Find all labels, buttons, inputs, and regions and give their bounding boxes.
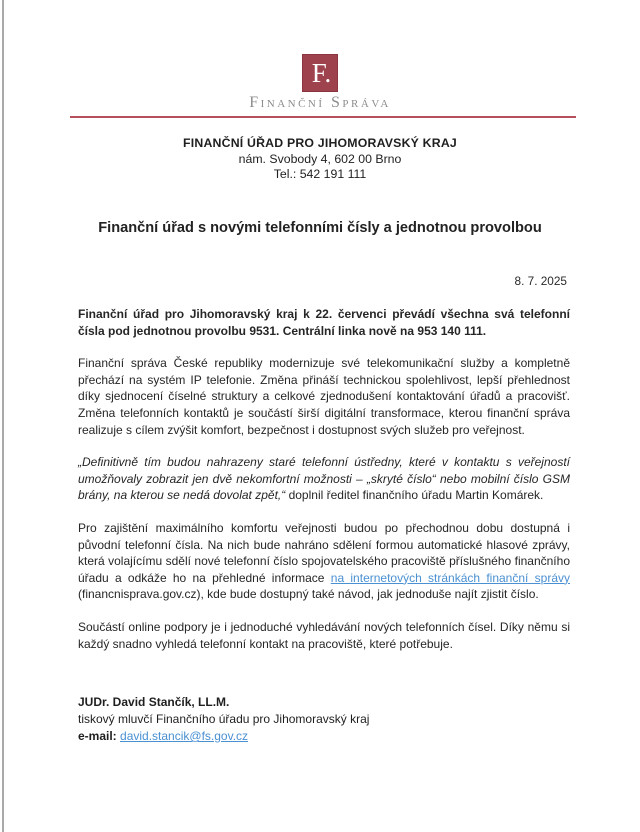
office-phone: Tel.: 542 191 111 bbox=[273, 167, 367, 181]
logo-letter: F. bbox=[311, 57, 332, 88]
paragraph-transition-text: Pro zajištění maximálního komfortu veřejnosti budou po přechodnou dobu dostupná i původní telefonní čísla. Na nich bude nahráno sdělení formou automatické hlasové zprávy, která volajícímu sdělí nové telefonní číslo spojovatelského pracoviště příslušného finančního úřadu a odkáže ho na přehledné informace bbox=[78, 520, 570, 585]
letterhead bbox=[0, 136, 640, 183]
logo-wordmark: Finanční Správa bbox=[249, 94, 391, 111]
signature-block bbox=[78, 694, 570, 745]
paragraph-transition bbox=[78, 520, 570, 603]
spokesperson-role: tiskový mluvčí Finančního úřadu pro Jihomoravský kraj bbox=[78, 712, 370, 726]
email-link[interactable]: david.stancik@fs.gov.cz bbox=[120, 729, 249, 743]
paragraph-modernization: Finanční správa České republiky modernizuje své telekomunikační služby a kompletně přechází na systém IP telefonie. Změna přináší technickou spolehlivost, lepší přehlednost díky sjednocení číselné struktury a celkové zjednodušení kontaktování úřadů a pracovišť. Změna telefonních kontaktů je součástí širší digitální transformace, kterou finanční správa realizuje s cílem zvýšit komfort, bezpečnost i dostupnost svých služeb pro veřejnost. bbox=[78, 356, 570, 437]
paragraph-online-support: Součástí online podpory je i jednoduché vyhledávání nových telefonních čísel. Díky němu si každý snadno vyhledá telefonní kontakt na pracoviště, které potřebuje. bbox=[78, 619, 570, 651]
quote-text: „Definitivně tím budou nahrazeny staré telefonní ústředny, které v kontaktu s veřejností umožňovaly zobrazit jen dvě nekomfortní možnosti – „skryté číslo“ nebo mobilní číslo GSM brány, na kterou se nedá dovolat zpět,“ bbox=[78, 455, 570, 503]
office-name: FINANČNÍ ÚŘAD PRO JIHOMORAVSKÝ KRAJ bbox=[183, 136, 457, 150]
spokesperson-name: JUDr. David Stančík, LL.M. bbox=[78, 695, 230, 709]
office-address: nám. Svobody 4, 602 00 Brno bbox=[238, 151, 402, 166]
document-title: Finanční úřad s novými telefonními čísly a jednotnou provolbou bbox=[98, 220, 542, 236]
document-body bbox=[78, 306, 570, 668]
quote-attribution: doplnil ředitel finančního úřadu Martin Komárek. bbox=[285, 488, 544, 503]
paragraph-quote bbox=[78, 454, 570, 504]
website-link[interactable]: na internetových stránkách finanční správy bbox=[330, 570, 570, 585]
finance-authority-logo-icon bbox=[302, 54, 338, 92]
email-line bbox=[78, 728, 570, 745]
email-label: e-mail: bbox=[78, 729, 121, 743]
header-divider-rule bbox=[70, 116, 576, 118]
paragraph-transition-tail: (financnisprava.gov.cz), kde bude dostupný také návod, jak jednoduše najít zjistit číslo. bbox=[78, 587, 539, 602]
lead-paragraph: Finanční úřad pro Jihomoravský kraj k 22. červenci převádí všechna svá telefonní čísla pod jednotnou provolbu 9531. Centrální linka nově na 953 140 111. bbox=[78, 307, 570, 338]
document-date: 8. 7. 2025 bbox=[514, 274, 567, 288]
scan-edge-artifact bbox=[2, 0, 4, 832]
